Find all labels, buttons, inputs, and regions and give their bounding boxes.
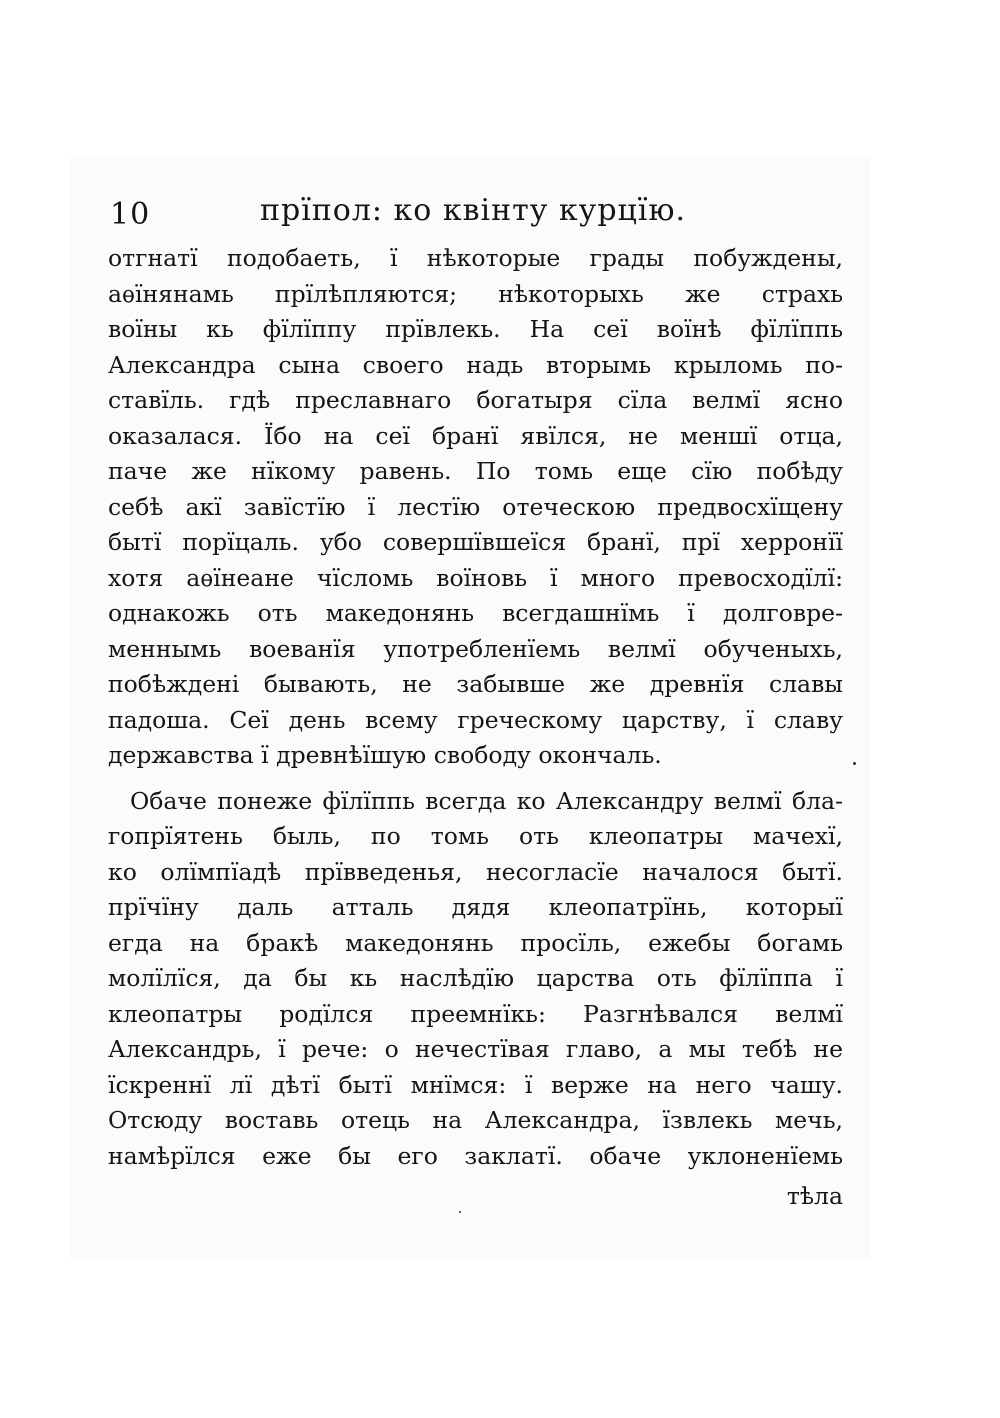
text-line: егда на бракѣ македонянь просїль, ежебы богамь bbox=[108, 928, 843, 957]
text-line: молїлїся, да бы кь наслѣдїю царства оть фїлїппа ї bbox=[108, 964, 843, 992]
text-line: Отсюду воставь отець на Александра, їзвлекь мечь, bbox=[108, 1106, 843, 1134]
text-line: паче же нїкому равень. По томь еще сїю побѣду bbox=[108, 457, 843, 485]
catchword: тѣла bbox=[786, 1182, 843, 1210]
text-line: гопрїятень быль, по томь оть клеопатры мачехї, bbox=[108, 822, 843, 850]
text-line: падоша. Сеї день всему греческому царству, ї славу bbox=[108, 705, 843, 734]
text-line: намѣрїлся еже бы его заклатї. обаче уклоненїемь bbox=[108, 1141, 843, 1170]
text-line: меннымь воеванїя употребленїемь велмї обученыхь, bbox=[108, 634, 843, 663]
running-head bbox=[110, 193, 850, 233]
text-line: прїчїну даль атталь дядя клеопатрїнь, которыї bbox=[108, 893, 843, 921]
paragraph bbox=[108, 241, 843, 774]
text-line: їскреннї лї дѣтї бытї мнїмся: ї верже на него чашу. bbox=[108, 1070, 843, 1099]
text-line: державства ї древнѣїшую свободу окончаль. bbox=[108, 741, 662, 769]
text-line: однакожь оть македонянь всегдашнїмь ї долговре- bbox=[108, 599, 843, 627]
text-line: Александрь, ї рече: о нечестївая главо, а мы тебѣ не bbox=[108, 1035, 843, 1063]
text-line: хотя аѳїнеане чїсломь воїновь ї много превосходїлї: bbox=[108, 563, 843, 592]
text-line: ставїль. гдѣ преславнаго богатыря сїла велмї ясно bbox=[108, 386, 843, 414]
ink-speck bbox=[459, 1211, 461, 1213]
text-line: себѣ акї завїстїю ї лестїю отеческою предвосхїщену bbox=[108, 492, 843, 521]
text-line: Александра сына своего надь вторымь крыломь по- bbox=[108, 350, 843, 379]
page-number: 10 bbox=[110, 197, 151, 232]
text-line: оказалася. Їбо на сеї бранї явїлся, не меншї отца, bbox=[108, 421, 843, 450]
paragraph bbox=[108, 784, 843, 1175]
body-text bbox=[108, 241, 843, 1174]
ink-speck bbox=[853, 762, 856, 765]
text-line: Обаче понеже фїлїппь всегда ко Александру велмї бла- bbox=[130, 786, 843, 815]
text-line: ко олїмпїадѣ прївведенья, несогласїе началося бытї. bbox=[108, 857, 843, 886]
text-line: побѣждені бывають, не забывше же древнїя славы bbox=[108, 670, 843, 698]
text-line: отгнатї подобаеть, ї нѣкоторые грады побуждены, bbox=[108, 244, 843, 272]
running-title: прїпол: ко квінту курцїю. bbox=[260, 193, 687, 228]
text-line: клеопатры родїлся преемнїкь: Разгнѣвался велмї bbox=[108, 999, 843, 1028]
text-line: воїны кь фїлїппу прївлекь. На сеї воїнѣ фїлїппь bbox=[108, 315, 843, 343]
text-line: аѳїнянамь прїлѣпляются; нѣкоторыхь же страхь bbox=[108, 279, 843, 308]
text-line: бытї порїцаль. убо совершївшеїся бранї, прї херронїї bbox=[108, 528, 843, 556]
